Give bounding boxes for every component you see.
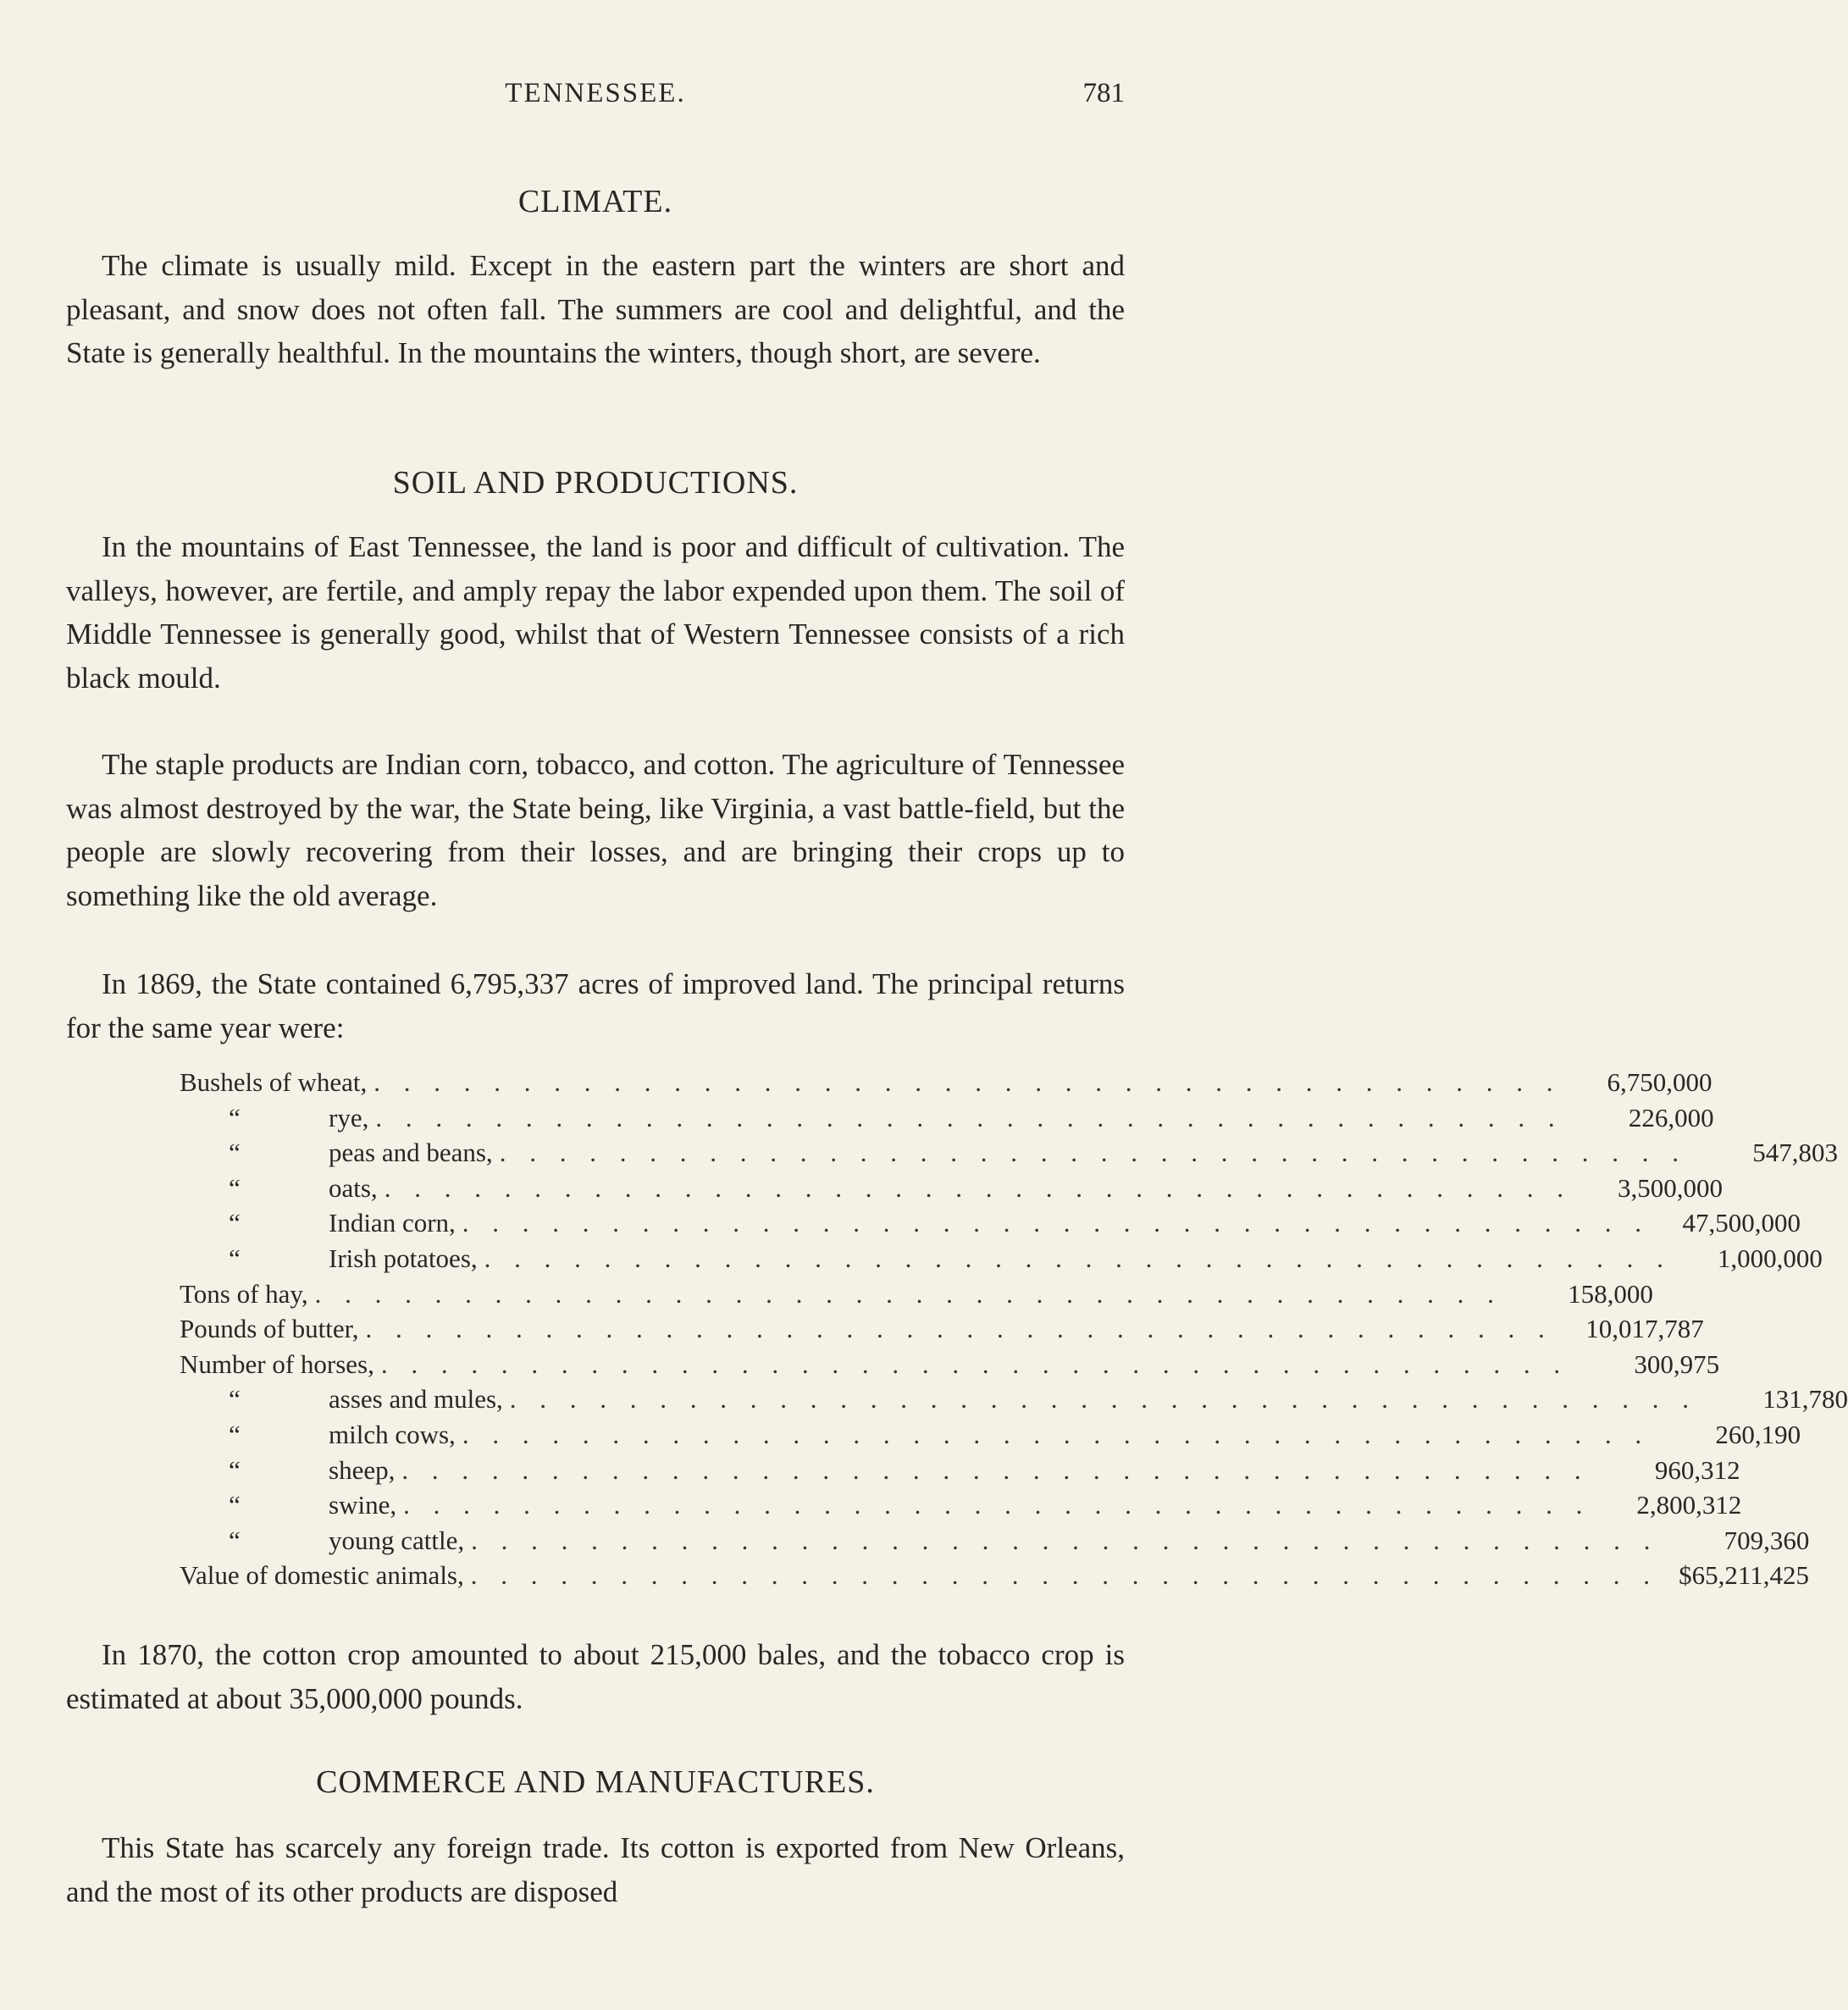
returns-row — [180, 1208, 1801, 1243]
dot-leader: . . . . . . . . . . . . . . . . . . . . . . . . . . . . . . . . . . . . . . . . — [401, 1454, 1590, 1485]
returns-row — [180, 1560, 1809, 1596]
returns-value: 260,190 — [1715, 1419, 1801, 1449]
returns-label: rye, — [329, 1102, 369, 1132]
returns-row — [180, 1243, 1823, 1279]
returns-label-group — [180, 1208, 1665, 1238]
returns-label-group — [180, 1490, 1606, 1520]
returns-label-group — [180, 1349, 1584, 1380]
returns-label: Bushels of wheat, — [180, 1067, 368, 1097]
dot-leader: . . . . . . . . . . . . . . . . . . . . . . . . . . . . . . . . . . . . . . . . — [470, 1560, 1658, 1591]
returns-value: 226,000 — [1628, 1102, 1714, 1132]
returns-row — [180, 1102, 1714, 1138]
returns-row — [180, 1067, 1712, 1103]
running-title: TENNESSEE. — [505, 78, 686, 108]
returns-value: 3,500,000 — [1617, 1172, 1723, 1203]
dot-leader: . . . . . . . . . . . . . . . . . . . . . . . . . . . . . . . . . . . . . . . . — [484, 1243, 1672, 1273]
climate-paragraph: The climate is usually mild. Except in the eastern part the winters are short and pleasant, and snow does not often fall. The summers are cool and delightful, and the State is generally healthful. In the mountains the winters, though short, are severe. — [66, 249, 1125, 369]
soil-paragraph-3: In 1869, the State contained 6,795,337 acres of improved land. The principal returns for the same year were: — [66, 967, 1125, 1044]
returns-table — [180, 1067, 1848, 1596]
ditto-mark: “ — [229, 1384, 241, 1415]
returns-row — [180, 1278, 1653, 1315]
returns-label: swine, — [329, 1490, 397, 1520]
returns-value: 10,017,787 — [1585, 1314, 1704, 1344]
returns-label: Tons of hay, — [180, 1278, 308, 1309]
ditto-mark: “ — [229, 1490, 241, 1520]
returns-row — [180, 1525, 1810, 1561]
soil-paragraph-1: In the mountains of East Tennessee, the land is poor and difficult of cultivation. The valleys, however, are fertile, and amply repay the labor expended upon them. The soil of Middle Tennessee is generally good, whilst that of Western Tennessee consists of a rich black mould. — [66, 530, 1125, 695]
dot-leader: . . . . . . . . . . . . . . . . . . . . . . . . . . . . . . . . . . . . . . . . — [462, 1419, 1651, 1449]
ditto-mark: “ — [229, 1102, 241, 1132]
returns-row — [180, 1490, 1742, 1525]
ditto-mark: “ — [229, 1172, 241, 1203]
returns-label-group — [180, 1420, 1665, 1450]
returns-label: asses and mules, — [329, 1384, 503, 1415]
returns-label-group — [180, 1103, 1579, 1133]
returns-label-group — [180, 1279, 1518, 1310]
cotton-tobacco-paragraph: In 1870, the cotton crop amounted to about 215,000 bales, and the tobacco crop is estimated at about 35,000,000 pounds. — [66, 1638, 1125, 1715]
returns-label-group — [180, 1243, 1687, 1274]
dot-leader: . . . . . . . . . . . . . . . . . . . . . . . . . . . . . . . . . . . . . . . . — [384, 1172, 1572, 1203]
returns-label: sheep, — [329, 1454, 396, 1485]
returns-label-group — [180, 1138, 1702, 1168]
page-number: 781 — [1082, 78, 1125, 108]
returns-label-group — [180, 1560, 1674, 1591]
heading-climate: CLIMATE. — [517, 184, 673, 219]
dot-leader: . . . . . . . . . . . . . . . . . . . . . . . . . . . . . . . . . . . . . . . . — [462, 1208, 1651, 1238]
dot-leader: . . . . . . . . . . . . . . . . . . . . . . . . . . . . . . . . . . . . . . . . — [314, 1278, 1502, 1309]
returns-value: 547,803 — [1752, 1138, 1838, 1168]
returns-value: 709,360 — [1724, 1525, 1810, 1555]
returns-row — [180, 1138, 1838, 1173]
dot-leader: . . . . . . . . . . . . . . . . . . . . . . . . . . . . . . . . . . . . . . . . — [509, 1384, 1698, 1415]
dot-leader: . . . . . . . . . . . . . . . . . . . . . . . . . . . . . . . . . . . . . . . . — [365, 1314, 1553, 1344]
returns-label-group — [180, 1384, 1712, 1415]
dot-leader: . . . . . . . . . . . . . . . . . . . . . . . . . . . . . . . . . . . . . . . . — [380, 1348, 1569, 1379]
returns-label: Number of horses, — [180, 1348, 374, 1379]
returns-value: $65,211,425 — [1679, 1560, 1809, 1591]
returns-row — [180, 1419, 1801, 1455]
ditto-mark: “ — [229, 1208, 241, 1238]
ditto-mark: “ — [229, 1525, 241, 1555]
returns-row — [180, 1454, 1740, 1491]
returns-label: peas and beans, — [329, 1138, 493, 1168]
returns-label: Irish potatoes, — [329, 1243, 478, 1273]
returns-value: 300,975 — [1634, 1348, 1720, 1379]
returns-label: Value of domestic animals, — [180, 1560, 464, 1591]
running-head — [66, 78, 1125, 115]
ditto-mark: “ — [229, 1454, 241, 1485]
dot-leader: . . . . . . . . . . . . . . . . . . . . . . . . . . . . . . . . . . . . . . . . — [471, 1525, 1659, 1555]
returns-label: Indian corn, — [329, 1208, 456, 1238]
returns-value: 960,312 — [1654, 1454, 1740, 1485]
soil-paragraph-2: The staple products are Indian corn, tobacco, and cotton. The agriculture of Tennessee was almost destroyed by the war, the State being, like Virginia, a vast battle-field, but the people are slowly recovering from their losses, and are bringing their crops up to something like the old average. — [66, 748, 1125, 912]
returns-value: 2,800,312 — [1636, 1490, 1742, 1520]
dot-leader: . . . . . . . . . . . . . . . . . . . . . . . . . . . . . . . . . . . . . . . . — [403, 1490, 1591, 1520]
returns-value: 6,750,000 — [1607, 1067, 1712, 1097]
heading-commerce-and-manufactures: COMMERCE AND MANUFACTURES. — [316, 1764, 875, 1800]
returns-label-group — [180, 1455, 1605, 1486]
returns-value: 1,000,000 — [1717, 1243, 1823, 1273]
dot-leader: . . . . . . . . . . . . . . . . . . . . . . . . . . . . . . . . . . . . . . . . — [375, 1102, 1563, 1132]
heading-soil-and-productions: SOIL AND PRODUCTIONS. — [392, 465, 799, 501]
dot-leader: . . . . . . . . . . . . . . . . . . . . . . . . . . . . . . . . . . . . . . . . — [373, 1067, 1562, 1097]
dot-leader: . . . . . . . . . . . . . . . . . . . . . . . . . . . . . . . . . . . . . . . . — [499, 1138, 1687, 1168]
returns-row — [180, 1172, 1723, 1209]
ditto-mark: “ — [229, 1419, 241, 1449]
returns-row — [180, 1384, 1848, 1420]
returns-value: 47,500,000 — [1682, 1208, 1801, 1238]
ditto-mark: “ — [229, 1243, 241, 1273]
returns-label: oats, — [329, 1172, 378, 1203]
returns-label: Pounds of butter, — [180, 1314, 359, 1344]
returns-label-group — [180, 1173, 1587, 1204]
returns-value: 131,780 — [1762, 1384, 1848, 1415]
returns-value: 158,000 — [1568, 1278, 1653, 1309]
ditto-mark: “ — [229, 1138, 241, 1168]
returns-label-group — [180, 1525, 1674, 1556]
returns-label-group — [180, 1314, 1569, 1344]
returns-row — [180, 1314, 1704, 1349]
returns-label: young cattle, — [329, 1525, 465, 1555]
returns-label-group — [180, 1067, 1577, 1098]
returns-label: milch cows, — [329, 1419, 456, 1449]
returns-row — [180, 1348, 1720, 1385]
commerce-paragraph: This State has scarcely any foreign trade. Its cotton is exported from New Orleans, and the most of its other products are disposed — [66, 1831, 1125, 1908]
